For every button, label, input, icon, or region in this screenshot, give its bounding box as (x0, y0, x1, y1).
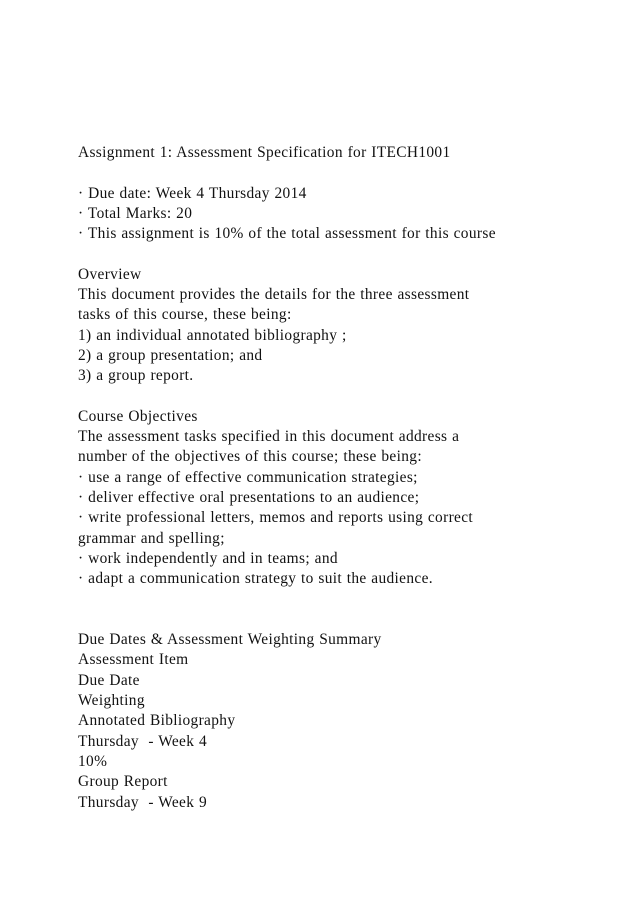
summary-line: Thursday - Week 4 (78, 732, 208, 750)
objectives-line: · adapt a communication strategy to suit the audience. (78, 570, 433, 588)
summary-line: Annotated Bibliography (78, 712, 236, 730)
overview-line: This document provides the details for the three assessment (78, 286, 470, 304)
overview-line: 1) an individual annotated bibliography ; (78, 326, 347, 344)
spacer (78, 244, 618, 264)
objectives-line: · write professional letters, memos and reports using correct (78, 509, 474, 527)
objectives-line: · deliver effective oral presentations to an audience; (78, 489, 420, 507)
overview-heading: Overview (78, 265, 142, 283)
spacer (78, 610, 618, 630)
summary-line: Due Date (78, 671, 140, 689)
summary-line: Weighting (78, 692, 145, 710)
overview-line: tasks of this course, these being: (78, 306, 292, 324)
overview-line: 2) a group presentation; and (78, 346, 263, 364)
document-body (78, 143, 618, 813)
spacer (78, 387, 618, 407)
summary-heading: Due Dates & Assessment Weighting Summary (78, 631, 382, 649)
detail-due-date: · Due date: Week 4 Thursday 2014 (78, 184, 307, 202)
spacer (78, 163, 618, 183)
detail-total-marks: · Total Marks: 20 (78, 204, 193, 222)
spacer (78, 590, 618, 610)
detail-weighting: · This assignment is 10% of the total assessment for this course (78, 225, 496, 243)
objectives-line: number of the objectives of this course; these being: (78, 448, 422, 466)
summary-line: Group Report (78, 773, 168, 791)
objectives-line: The assessment tasks specified in this document address a (78, 428, 460, 446)
summary-line: 10% (78, 752, 108, 770)
document-title: Assignment 1: Assessment Specification for ITECH1001 (78, 144, 451, 161)
summary-line: Thursday - Week 9 (78, 793, 208, 811)
objectives-line: · work independently and in teams; and (78, 549, 338, 567)
objectives-line: grammar and spelling; (78, 529, 225, 547)
summary-line: Assessment Item (78, 651, 189, 669)
objectives-line: · use a range of effective communication strategies; (78, 468, 418, 486)
overview-line: 3) a group report. (78, 367, 194, 385)
objectives-heading: Course Objectives (78, 407, 198, 425)
